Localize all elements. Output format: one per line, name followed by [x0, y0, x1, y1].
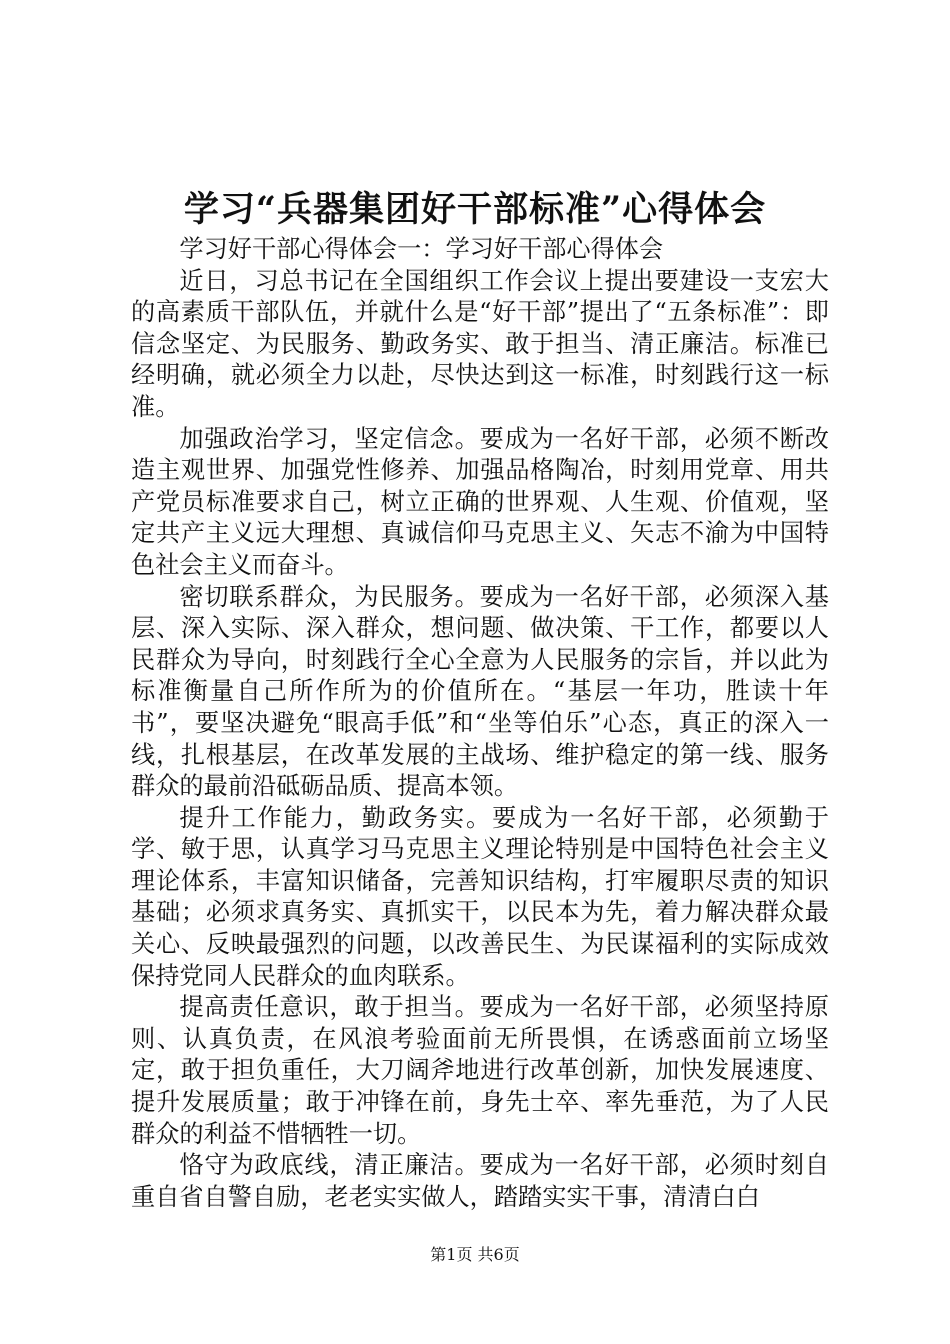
page-number-footer: 第1页 共6页	[430, 1245, 520, 1264]
paragraph-subtitle: 学习好干部心得体会一：学习好干部心得体会	[179, 235, 664, 263]
paragraph-serve-people: 密切联系群众，为民服务。要成为一名好干部，必须深入基层、深入实际、深入群众，想问题、做决策、干工作，都要以人民群众为导向，时刻践行全心全意为人民服务的宗旨，并以此为标准衡量自己所作所为的价值所在。“基层一年功，胜读十年书”，要坚决避免“眼高手低”和“坐等伯乐”心态，真正的深入一线，扎根基层，在改革发展的主战场、维护稳定的第一线、服务群众的最前沿砥砺品质、提高本领。	[131, 582, 829, 801]
document-body	[131, 234, 829, 1213]
paragraph-intro: 近日，习总书记在全国组织工作会议上提出要建设一支宏大的高素质干部队伍，并就什么是“好干部”提出了“五条标准”：即信念坚定、为民服务、勤政务实、敢于担当、清正廉洁。标准已经明确，就必须全力以赴，尽快达到这一标准，时刻践行这一标准。	[131, 266, 829, 421]
paragraph-responsibility: 提高责任意识，敢于担当。要成为一名好干部，必须坚持原则、认真负责，在风浪考验面前无所畏惧，在诱惑面前立场坚定，敢于担负重任，大刀阔斧地进行改革创新，加快发展速度、提升发展质量；敢于冲锋在前，身先士卒、率先垂范，为了人民群众的利益不惜牺牲一切。	[131, 993, 829, 1148]
document-title: 学习“兵器集团好干部标准”心得体会	[183, 189, 767, 230]
paragraph-political-study: 加强政治学习，坚定信念。要成为一名好干部，必须不断改造主观世界、加强党性修养、加强品格陶冶，时刻用党章、用共产党员标准要求自己，树立正确的世界观、人生观、价值观，坚定共产主义远大理想、真诚信仰马克思主义、矢志不渝为中国特色社会主义而奋斗。	[131, 424, 829, 579]
paragraph-work-ability: 提升工作能力，勤政务实。要成为一名好干部，必须勤于学、敏于思，认真学习马克思主义理论特别是中国特色社会主义理论体系，丰富知识储备，完善知识结构，打牢履职尽责的知识基础；必须求真务实、真抓实干，以民本为先，着力解决群众最关心、反映最强烈的问题，以改善民生、为民谋福利的实际成效保持党同人民群众的血肉联系。	[131, 803, 829, 990]
paragraph-integrity: 恪守为政底线，清正廉洁。要成为一名好干部，必须时刻自重自省自警自励，老老实实做人，踏踏实实干事，清清白白	[131, 1151, 829, 1211]
